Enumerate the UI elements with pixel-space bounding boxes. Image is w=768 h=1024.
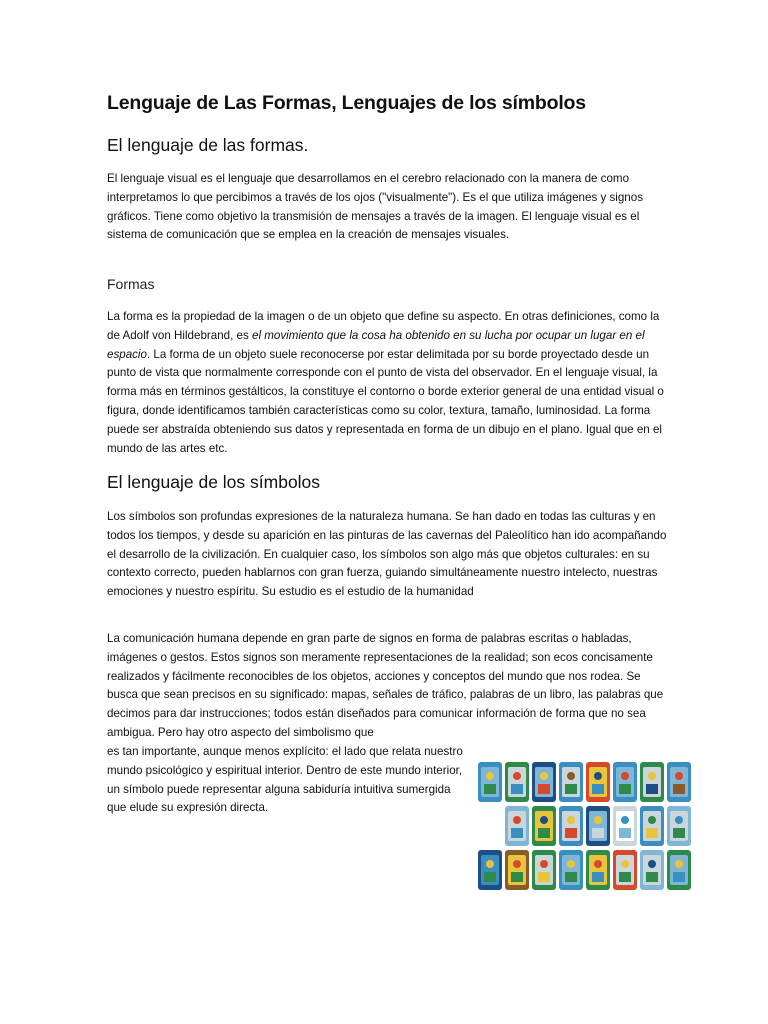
hildebrand-quote: el movimiento que la cosa ha obtenido en su lucha por ocupar un lugar en el espacio [107,328,645,361]
page-title: Lenguaje de Las Formas, Lenguajes de los símbolos [107,92,586,114]
paragraph-symbols-2: La comunicación humana depende en gran parte de signos en forma de palabras escritas o habladas, imágenes o gestos. Estos signos son meramente representaciones de la realidad; son ecos concisamente realizados y fácilmente reconocibles de los objetos, acciones y conceptos del mundo que nos rodea. Se busca que sean precisos en su significado: mapas, señales de tráfico, palabras de un libro, las palabras que decimos para dar instrucciones; todos están diseñados para comunicar información de forma que no sea ambigua. Pero hay otro aspecto del simbolismo que [107,632,664,739]
paragraph-visual-language: El lenguaje visual es el lenguaje que desarrollamos en el cerebro relacionado con la manera de como interpretamos lo que percibimos a través de los ojos ("visualmente"). Es el que utiliza imágenes y signos gráficos. Tiene como objetivo la transmisión de mensajes a través de la imagen. El lenguaje visual es el sistema de comunicación que se emplea en la creación de mensajes visuales. [107,172,644,242]
paragraph-symbols-2-continued: es tan importante, aunque menos explícito: el lado que relata nuestro mundo psicológico y espiritual interior. Dentro de este mundo interior, un símbolo puede representar alguna sabiduría intuitiva sumergida que elude su expresión directa. [107,745,463,815]
subheading-formas: Formas [107,276,155,292]
paragraph-form-end: . La forma de un objeto suele reconocerse por estar delimitada por su borde proyectado desde un punto de vista que normalmente corresponde con el punto de vista del observador. En el lenguaje visual, la forma más en términos gestálticos, la constituye el contorno o borde exterior general de una entidad visual o figura, donde identificamos también características como su color, textura, tamaño, luminosidad. La forma puede ser abstraída obteniendo sus datos y representada en forma de un dibujo en el plano. Igual que en el mundo de las artes etc. [107,347,664,455]
tarot-row-1 [478,762,691,802]
tarot-row-3 [478,850,691,890]
tarot-cards-image [478,760,698,892]
section-heading-simbolos: El lenguaje de los símbolos [107,472,321,492]
paragraph-symbols-1: Los símbolos son profundas expresiones de la naturaleza humana. Se han dado en todas las culturas y en todos los tiempos, y desde su aparición en las pinturas de las cavernas del Paleolítico han ido acompañando el desarrollo de la civilización. En cualquier caso, los símbolos son algo más que objetos culturales: en su contexto correcto, pueden hablarnos con gran fuerza, guiando simultáneamente nuestro intelecto, nuestras emociones y nuestro espíritu. Su estudio es el estudio de la humanidad [107,510,667,599]
paragraph-form-start: La forma es la propiedad de la imagen o de un objeto que define su aspecto. En otras definiciones, como la de Adolf von Hildebrand, es [107,310,660,342]
section-heading-formas: El lenguaje de las formas. [107,135,309,155]
paragraph-form [107,308,667,458]
tarot-row-2 [505,806,691,846]
